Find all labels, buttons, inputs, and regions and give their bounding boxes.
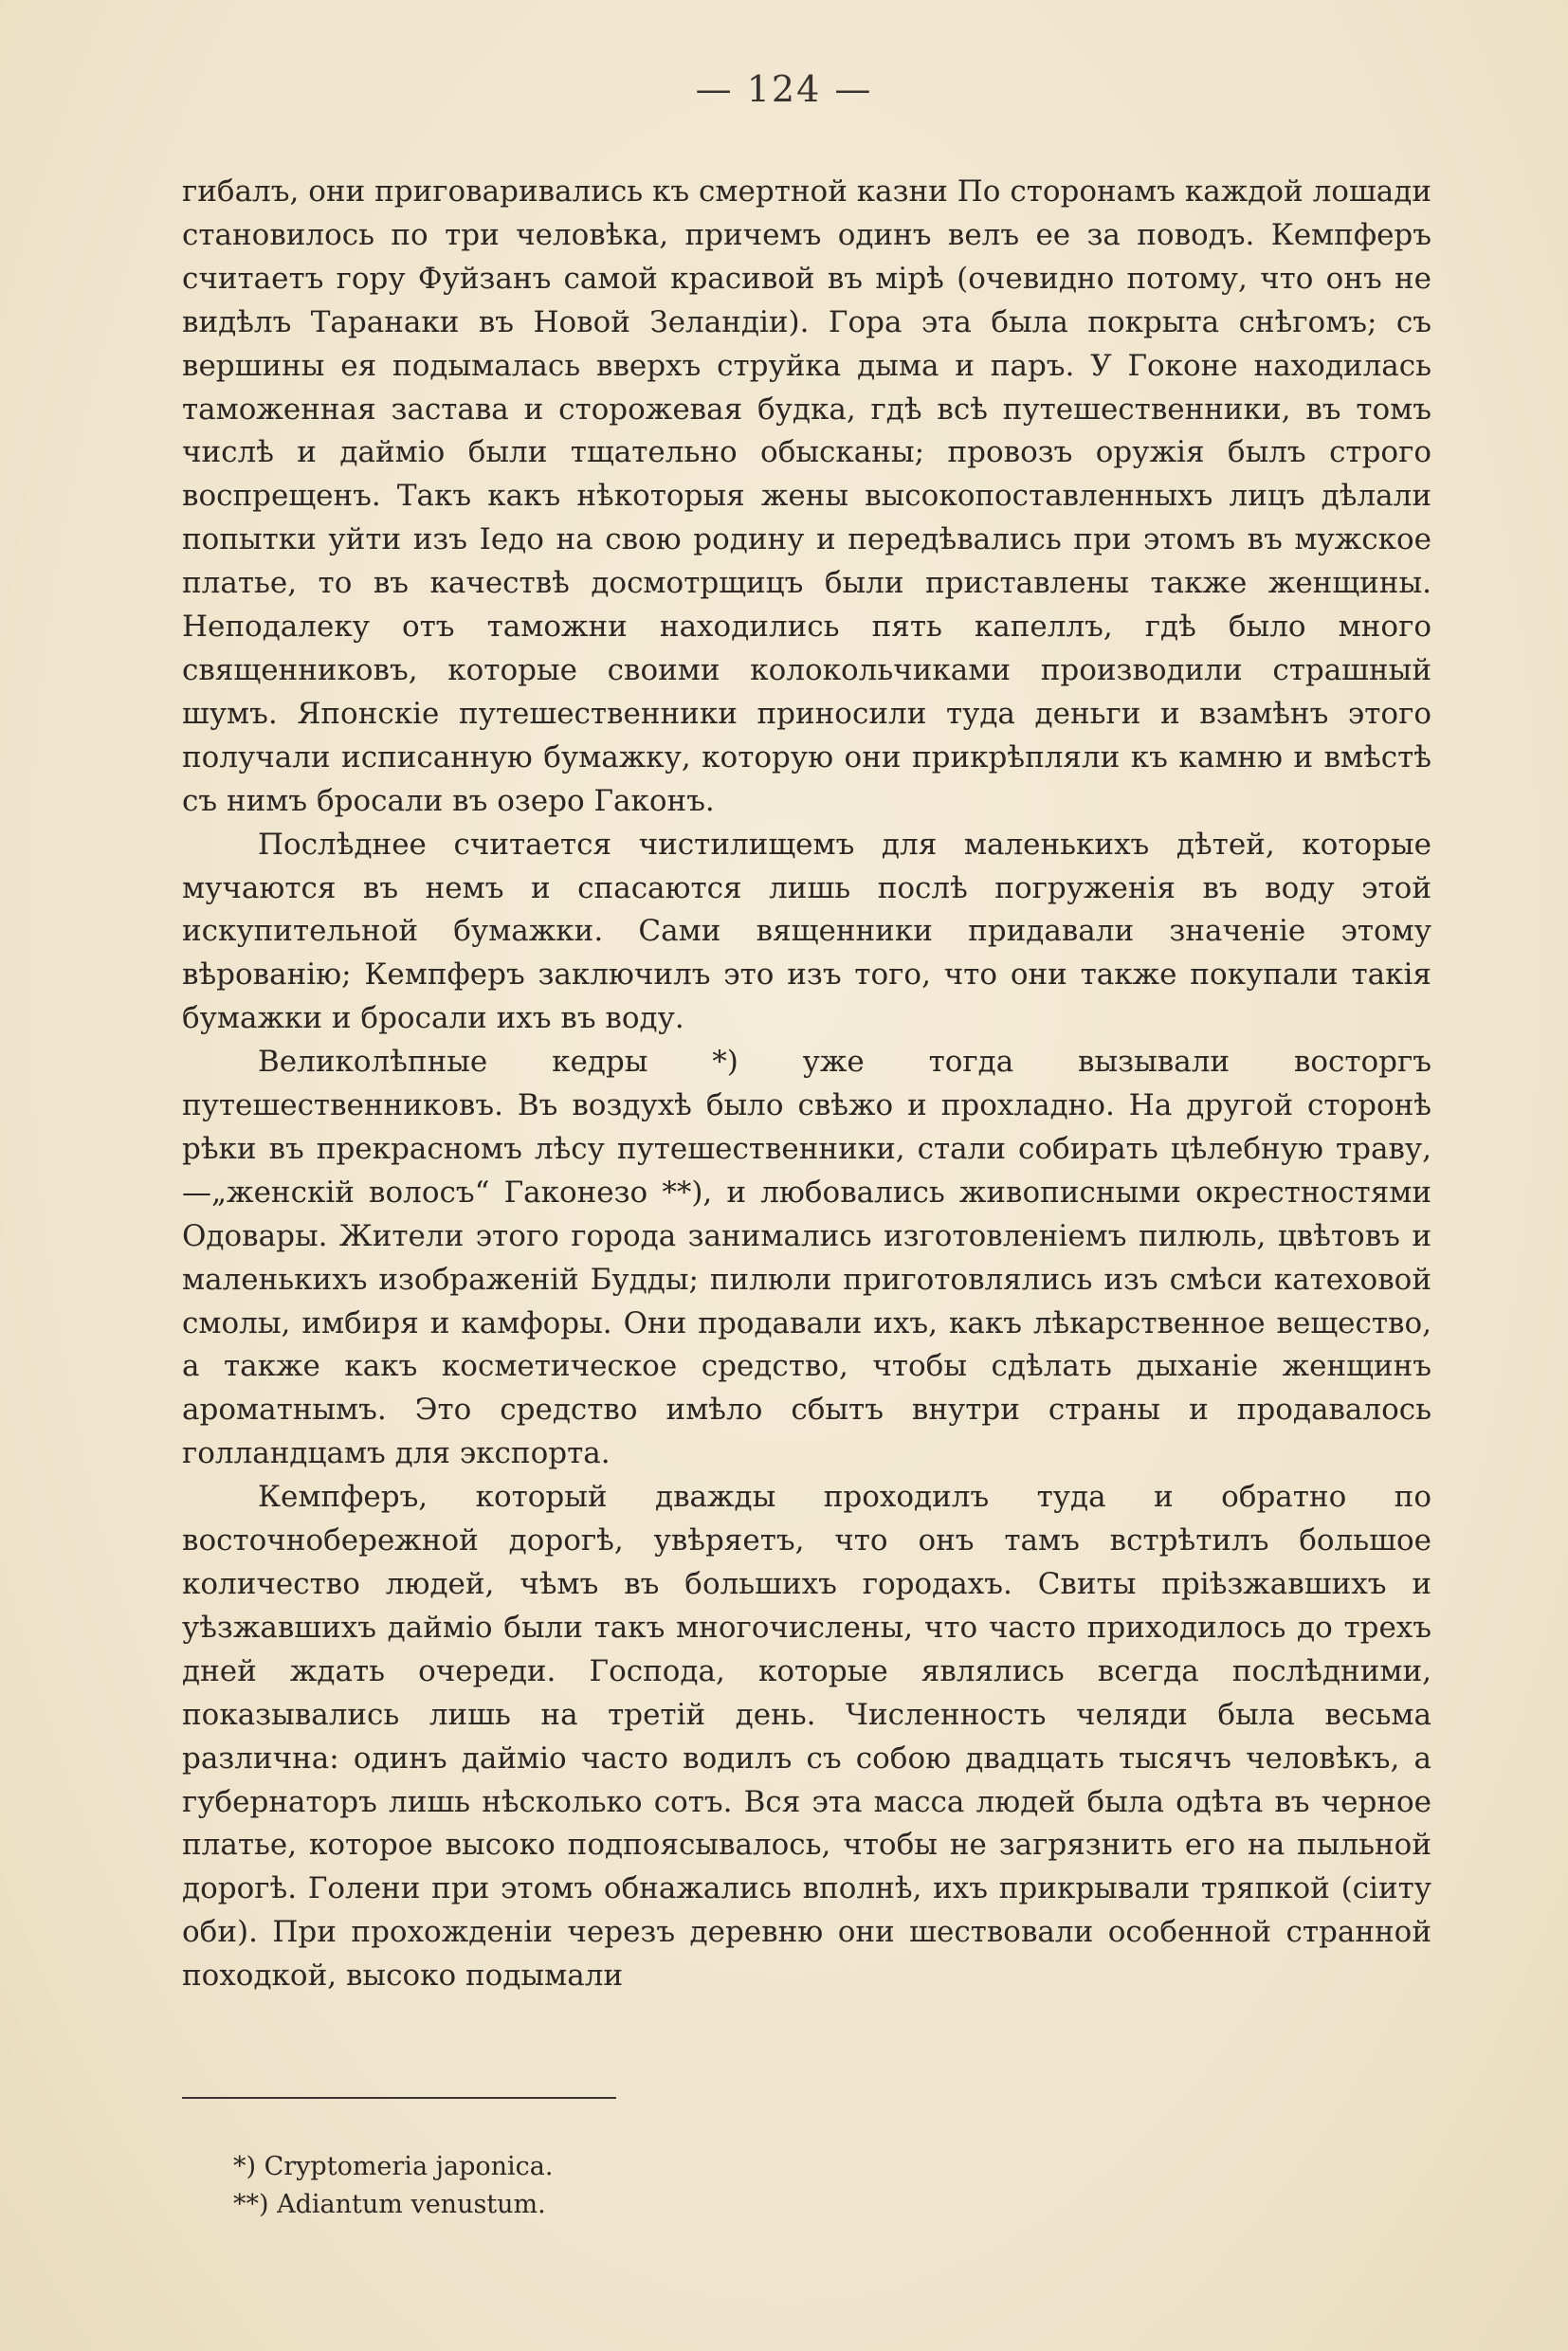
paragraph-2: Послѣднее считается чистилищемъ для маленькихъ дѣтей, которые мучаются въ немъ и спасаются лишь послѣ погруженія въ воду этой искупительной бумажки. Сами вященники придавали значеніе этому вѣрованію; Кемпферъ заключилъ это изъ того, что они также покупали такія бумажки и бросали ихъ въ воду. <box>182 827 1431 1036</box>
paragraph-3: Великолѣпные кедры *) уже тогда вызывали восторгъ путешественниковъ. Въ воздухѣ было свѣжо и прохладно. На другой сторонѣ рѣки въ прекрасномъ лѣсу путешественники, стали собирать цѣлебную траву,—„женскій волосъ“ Гаконезо **), и любовались живописными окрестностями Одовары. Жители этого города занимались изготовленіемъ пилюль, цвѣтовъ и маленькихъ изображеній Будды; пилюли приготовлялись изъ смѣси катеховой смолы, имбиря и камфоры. Они продавали ихъ, какъ лѣкарственное вещество, а также какъ косметическое средство, чтобы сдѣлать дыханіе женщинъ ароматнымъ. Это средство имѣло сбытъ внутри страны и продавалось голландцамъ для экспорта. <box>182 1045 1431 1471</box>
footnote-1: *) Cryptomeria japonica. <box>233 2152 554 2181</box>
page-number: — 124 — <box>695 68 873 110</box>
paragraph-4: Кемпферъ, который дважды проходилъ туда и обратно по восточнобережной дорогѣ, увѣряетъ, что онъ тамъ встрѣтилъ большое количество людей, чѣмъ въ большихъ городахъ. Свиты пріѣзжавшихъ и уѣзжавшихъ дайміо были такъ многочислены, что часто приходилось до трехъ дней ждать очереди. Господа, которые являлись всегда послѣдними, показывались лишь на третій день. Численность челяди была весьма различна: одинъ дайміо часто водилъ съ собою двадцать тысячъ человѣкъ, а губернаторъ лишь нѣсколько сотъ. Вся эта масса людей была одѣта въ черное платье, которое высоко подпоясывалось, чтобы не загрязнить его на пыльной дорогѣ. Голени при этомъ обнажались вполнѣ, ихъ прикрывали тряпкой (сіиту оби). При прохожденіи черезъ деревню они шествовали особенной странной походкой, высоко подымали <box>182 1480 1431 1994</box>
footnotes <box>233 2148 1276 2224</box>
paragraph-1: гибалъ, они приговаривались къ смертной казни По сторонамъ каждой лошади становилось по три человѣка, причемъ одинъ велъ ее за поводъ. Кемпферъ считаетъ гору Фуйзанъ самой красивой въ мірѣ (очевидно потому, что онъ не видѣлъ Таранаки въ Новой Зеландіи). Гора эта была покрыта снѣгомъ; съ вершины ея подымалась вверхъ струйка дыма и паръ. У Гоконе находилась таможенная застава и сторожевая будка, гдѣ всѣ путешественники, въ томъ числѣ и дайміо были тщательно обысканы; провозъ оружія былъ строго воспрещенъ. Такъ какъ нѣкоторыя жены высокопоставленныхъ лицъ дѣлали попытки уйти изъ Іедо на свою родину и передѣвались при этомъ въ мужское платье, то въ качествѣ досмотрщицъ были приставлены также женщины. Неподалеку отъ таможни находились пять капеллъ, гдѣ было много священниковъ, которые своими колокольчиками производили страшный шумъ. Японскіе путешественники приносили туда деньги и взамѣнъ этого получали исписанную бумажку, которую они прикрѣпляли къ камню и вмѣстѣ съ нимъ бросали въ озеро Гаконъ. <box>182 174 1431 818</box>
footnote-divider <box>182 2097 616 2099</box>
body-text <box>182 171 1431 1998</box>
footnote-2: **) Adiantum venustum. <box>233 2190 546 2219</box>
